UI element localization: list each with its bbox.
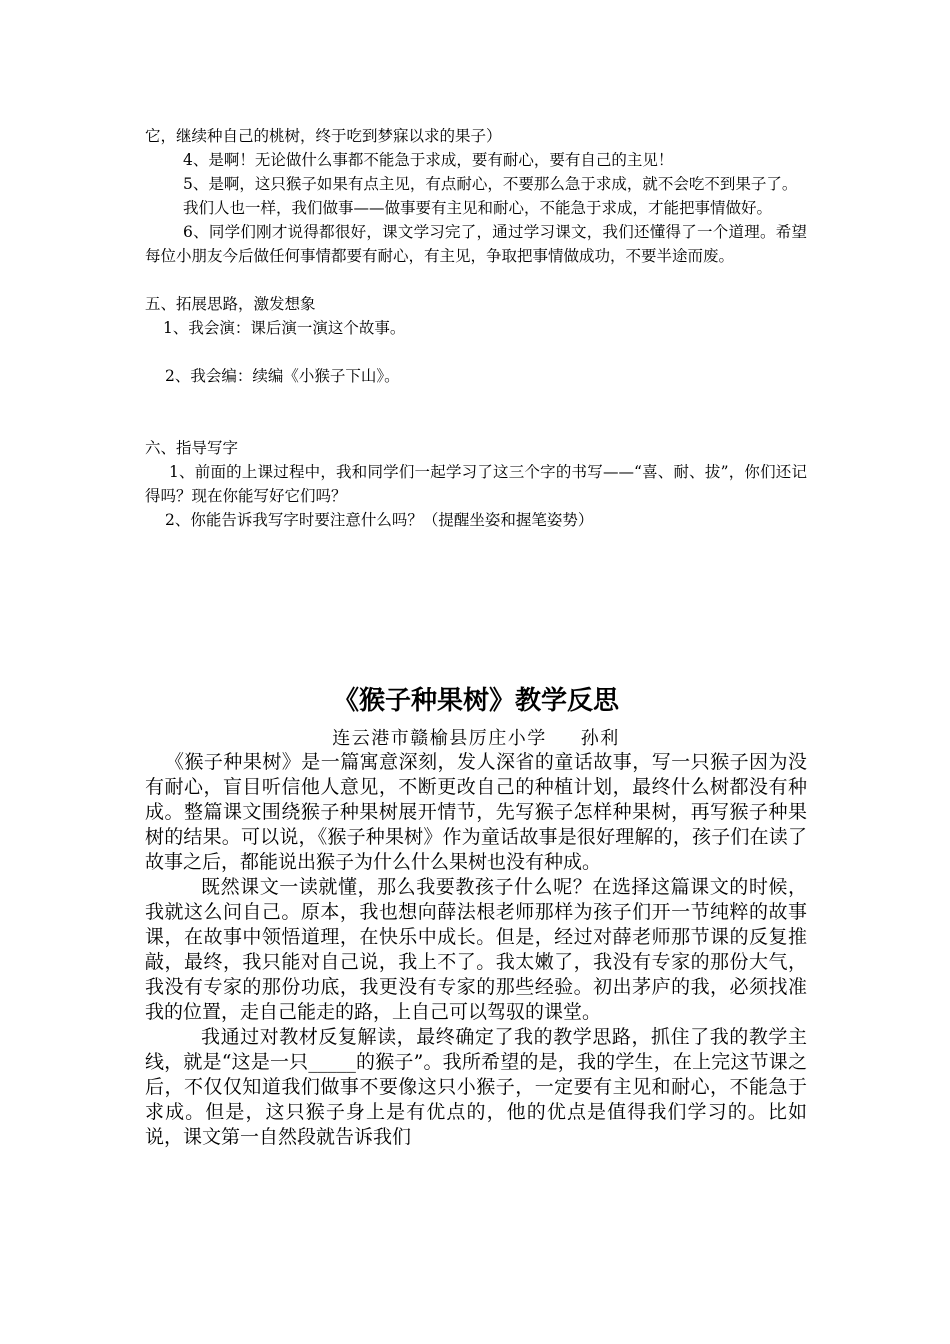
article-body [145,750,807,1150]
author-name: 孙利 [580,728,620,749]
paragraph-item-4: 4、是啊！无论做什么事都不能急于求成，要有耐心，要有自己的主见！ [183,151,674,169]
item-6-1: 1、前面的上课过程中，我和同学们一起学习了这三个字的书写——“喜、耐、拔”，你们还记得吗？现在你能写好它们吗？ [145,463,807,505]
heading-section-5: 五、拓展思路，激发想象 [145,295,316,313]
paragraph-summary: 我们人也一样，我们做事——做事要有主见和耐心，不能急于求成，才能把事情做好。 [183,199,773,217]
paragraph-continuation: 它，继续种自己的桃树，终于吃到梦寐以求的果子） [145,127,502,145]
item-6-2: 2、你能告诉我写字时要注意什么吗？（提醒坐姿和握笔姿势） [165,511,594,529]
paragraph-item-5: 5、是啊，这只猴子如果有点主见，有点耐心，不要那么急于求成，就不会吃不到果子了。 [183,175,798,193]
article-paragraph-3: 我通过对教材反复解读，最终确定了我的教学思路，抓住了我的教学主线，就是“这是一只_____的猴子”。我所希望的是，我的学生，在上完这节课之后，不仅仅知道我们做事不要像这只小猴子，一定要有主见和耐心，不能急于求成。但是，这只猴子身上是有优点的，他的优点是值得我们学习的。比如说，课文第一自然段就告诉我们 [145,1026,807,1148]
school-name: 连云港市赣榆县厉庄小学 [332,728,547,749]
article-paragraph-1: 《猴子种果树》是一篇寓意深刻，发人深省的童话故事，写一只猴子因为没有耐心，盲目听信他人意见，不断更改自己的种植计划，最终什么树都没有种成。整篇课文围绕猴子种果树展开情节，先写猴子怎样种果树，再写猴子种果树的结果。可以说，《猴子种果树》作为童话故事是很好理解的，孩子们在读了故事之后，都能说出猴子为什么什么果树也没有种成。 [145,751,807,873]
article-byline [145,727,807,751]
item-5-1: 1、我会演：课后演一演这个故事。 [163,319,406,337]
article-title: 《猴子种果树》教学反思 [332,686,619,716]
heading-section-6: 六、指导写字 [145,439,239,457]
item-5-2: 2、我会编：续编《小猴子下山》。 [165,367,400,385]
lesson-plan-section [145,124,807,532]
paragraph-item-6: 6、同学们刚才说得都很好，课文学习完了，通过学习课文，我们还懂得了一个道理。希望每位小朋友今后做任何事情都要有耐心，有主见，争取把事情做成功，不要半途而废。 [145,223,807,265]
article-paragraph-2: 既然课文一读就懂，那么我要教孩子什么呢？在选择这篇课文的时候，我就这么问自己。原本，我也想向薛法根老师那样为孩子们开一节纯粹的故事课，在故事中领悟道理，在快乐中成长。但是，经过对薛老师那节课的反复推敲，最终，我只能对自己说，我上不了。我太嫩了，我没有专家的那份大气，我没有专家的那份功底，我更没有专家的那些经验。初出茅庐的我，必须找准我的位置，走自己能走的路，上自己可以驾驭的课堂。 [145,876,807,1023]
